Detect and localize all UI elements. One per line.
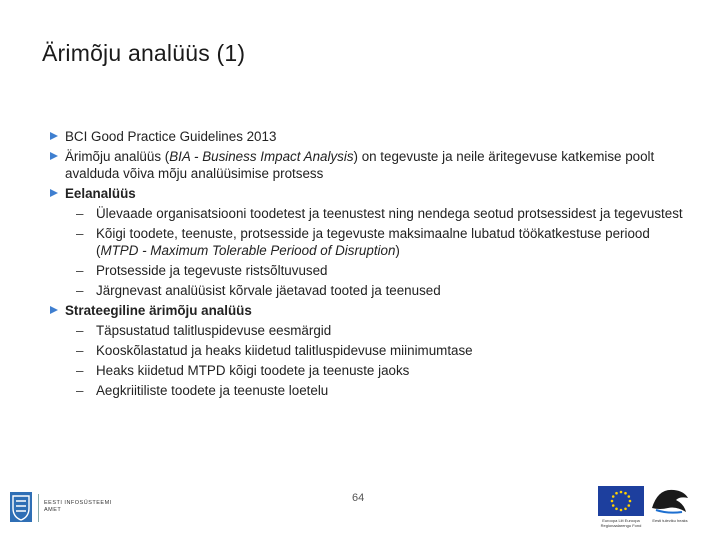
section-heading: Eelanalüüs [65,186,136,202]
estonian-coat-of-arms-icon [10,492,32,522]
triangle-bullet-icon [50,132,58,140]
sub-bullet-item [48,205,688,222]
triangle-bullet-icon [50,189,58,197]
dash-bullet-icon: – [76,363,84,379]
sub-bullet-item [48,225,688,259]
sub-bullet-item [48,362,688,379]
org-name: EESTI INFOSÜSTEEMI AMET [44,500,112,513]
sub-bullet-text: Aegkriitiliste toodete ja teenuste loetelu [96,383,329,399]
sub-bullet-text: Kooskõlastatud ja heaks kiidetud talitluspidevuse miinimumtase [96,343,473,359]
eu-logo-text: Euroopa Liit Euroopa Regionaalarengu Fond [600,518,642,528]
bia-term: BIA - Business Impact Analysis [169,149,354,164]
bullet-item [48,302,688,319]
bullet-item [48,185,688,202]
dash-bullet-icon: – [76,263,84,279]
logo-divider [38,494,39,522]
ria-logo [10,492,120,526]
eu-flag-icon [598,486,644,516]
bullet-text: BCI Good Practice Guidelines 2013 [65,129,277,144]
sub-bullet-item [48,342,688,359]
dash-bullet-icon: – [76,343,84,359]
sub-bullet-text-suffix: ) [395,243,400,259]
sub-bullet-item [48,262,688,279]
sub-bullet-text: Täpsustatud talitluspidevuse eesmärgid [96,323,332,339]
triangle-bullet-icon [50,152,58,160]
sub-bullet-item [48,322,688,339]
mtpd-term: MTPD - Maximum Tolerable Periood of Disruption [100,243,396,259]
bullet-text-suffix: ) on tegevuste ja neile äritegevuse katkemise poolt avalduda võiva mõju analüüsimise protsess [65,149,655,182]
section-heading: Strateegiline ärimõju analüüs [65,303,252,319]
right-logo-text: Eesti tuleviku heaks [652,518,688,523]
dash-bullet-icon: – [76,283,84,299]
eesti-tuleviku-heaks-logo [648,484,692,530]
bullet-item [48,128,688,145]
dash-bullet-icon: – [76,226,84,242]
dash-bullet-icon: – [76,383,84,399]
sub-bullet-text-prefix: Kõigi toodete, teenuste, protsesside ja tegevuste maksimaalne lubatud töökatkestuse periood ( [96,226,650,259]
bullet-item [48,148,688,182]
slide-title: Ärimõju analüüs (1) [42,40,246,66]
bullet-text-prefix: Ärimõju analüüs ( [65,149,170,164]
dash-bullet-icon: – [76,206,84,222]
page-number: 64 [352,492,365,504]
sub-bullet-item [48,282,688,299]
sub-bullet-text: Ülevaade organisatsiooni toodetest ja teenustest ning nendega seotud protsessidest ja tegevustest [96,206,683,222]
triangle-bullet-icon [50,306,58,314]
dash-bullet-icon: – [76,323,84,339]
eu-logo [596,486,646,532]
swallow-logo-icon [648,484,692,518]
sub-bullet-text: Järgnevast analüüsist kõrvale jäetavad tooted ja teenused [96,283,441,299]
sub-bullet-item [48,382,688,399]
sub-bullet-text: Heaks kiidetud MTPD kõigi toodete ja teenuste jaoks [96,363,410,379]
sub-bullet-text: Protsesside ja tegevuste ristsõltuvused [96,263,328,279]
slide-content [48,128,688,402]
